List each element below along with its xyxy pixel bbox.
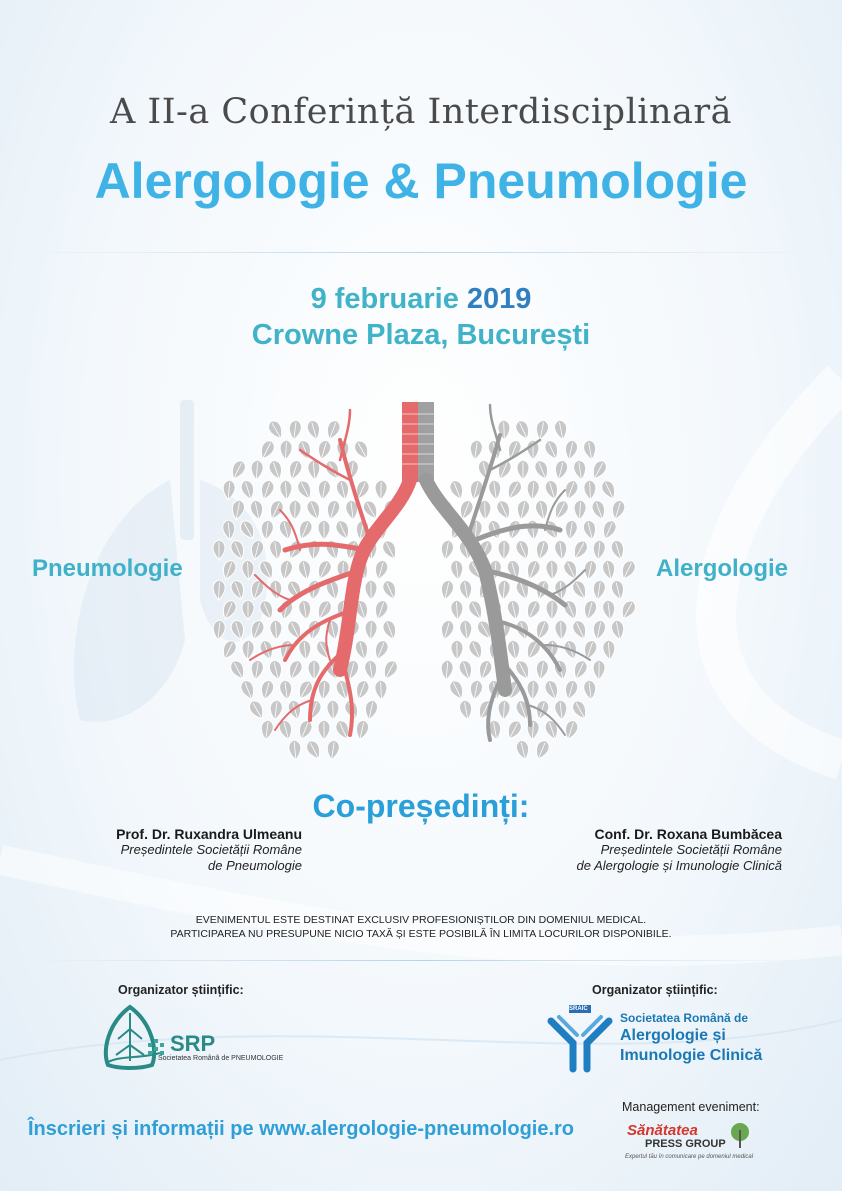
leaf bbox=[451, 640, 463, 660]
leaf bbox=[570, 698, 590, 721]
leaf bbox=[458, 579, 473, 601]
leaf bbox=[250, 460, 263, 481]
mgmt-logo-line-2: PRESS GROUP bbox=[645, 1138, 726, 1150]
leaf bbox=[298, 639, 312, 660]
leaf bbox=[375, 480, 387, 500]
mgmt-logo-tagline: Expertul tău în comunicare pe domeniul medical bbox=[625, 1154, 754, 1160]
leaf bbox=[562, 679, 579, 702]
copresident-right bbox=[490, 826, 782, 874]
leaf bbox=[219, 638, 239, 661]
leaf bbox=[563, 439, 579, 461]
leaf bbox=[466, 598, 486, 621]
leaf bbox=[562, 719, 580, 742]
mgmt-logo-line-1: Sănătatea bbox=[627, 1122, 698, 1139]
leaf bbox=[305, 499, 323, 522]
leaf bbox=[534, 419, 550, 441]
leaf bbox=[582, 519, 599, 541]
copresident-left-role-1: Președintele Societății Române bbox=[120, 842, 302, 857]
leaf bbox=[279, 480, 292, 501]
event-venue: Crowne Plaza, București bbox=[251, 319, 591, 351]
leaf bbox=[513, 418, 532, 441]
leaf bbox=[372, 638, 391, 661]
leaf bbox=[506, 599, 522, 621]
leaf bbox=[459, 619, 473, 640]
leaf bbox=[238, 518, 258, 541]
leaf bbox=[592, 539, 606, 560]
conference-subtitle: A II-a Conferință Interdisciplinară bbox=[110, 92, 732, 132]
event-date-year: 2019 bbox=[466, 283, 532, 315]
leaf bbox=[488, 479, 503, 500]
leaf bbox=[228, 658, 248, 681]
leaf bbox=[469, 439, 484, 460]
leaf bbox=[247, 698, 267, 721]
leaf bbox=[602, 599, 617, 620]
leaf bbox=[524, 559, 542, 582]
leaf bbox=[229, 538, 248, 561]
leaf bbox=[229, 619, 246, 642]
leaf bbox=[523, 598, 542, 621]
leaf bbox=[553, 459, 570, 481]
event-date-day: 9 februarie bbox=[310, 283, 459, 315]
leaf bbox=[258, 479, 276, 502]
leaf bbox=[380, 538, 400, 561]
leaf bbox=[551, 498, 571, 521]
leaf bbox=[610, 579, 627, 601]
leaf bbox=[327, 700, 340, 720]
leaf bbox=[222, 519, 236, 540]
leaf bbox=[286, 658, 305, 681]
leaf bbox=[372, 599, 390, 622]
leaf bbox=[583, 480, 596, 501]
leaf bbox=[570, 618, 589, 641]
leaf bbox=[543, 719, 561, 742]
leaf bbox=[269, 699, 283, 720]
leaf bbox=[333, 518, 352, 541]
leaf bbox=[314, 638, 334, 661]
label-alergologie: Alergologie bbox=[656, 555, 789, 582]
srp-logo-subtext: Societatea Română de PNEUMOLOGIE bbox=[158, 1055, 284, 1062]
leaf bbox=[230, 499, 246, 521]
leaf bbox=[315, 439, 332, 462]
leaf bbox=[297, 599, 312, 621]
notice-line-2: PARTICIPAREA NU PRESUPUNE NICIO TAXĂ ȘI ESTE POSIBILĂ ÎN LIMITA LOCURILOR DISPONIBILE. bbox=[170, 928, 672, 940]
copresident-left bbox=[40, 826, 302, 874]
leaf bbox=[583, 679, 597, 700]
leaf bbox=[260, 719, 275, 740]
leaf bbox=[212, 619, 226, 640]
copresident-right-role-2: de Alergologie și Imunologie Clinică bbox=[576, 858, 782, 873]
leaf bbox=[324, 499, 341, 522]
copresident-right-name: Conf. Dr. Roxana Bumbăcea bbox=[594, 826, 782, 842]
leaf bbox=[324, 419, 342, 442]
leaf bbox=[241, 560, 254, 581]
leaf bbox=[213, 540, 225, 560]
leaf bbox=[497, 580, 510, 601]
leaf bbox=[268, 659, 285, 681]
sraic-line-3: Imunologie Clinică bbox=[620, 1047, 763, 1064]
leaf bbox=[380, 658, 400, 681]
label-pneumologie: Pneumologie bbox=[32, 555, 183, 582]
eligibility-notice bbox=[0, 913, 842, 941]
leaf bbox=[381, 619, 399, 642]
leaf bbox=[353, 679, 371, 702]
copresident-right-role-1: Președintele Societății Române bbox=[600, 842, 782, 857]
leaf bbox=[581, 639, 599, 662]
leaf bbox=[599, 478, 619, 501]
leaf bbox=[554, 699, 568, 720]
leaf bbox=[229, 579, 247, 602]
leaf bbox=[439, 539, 454, 561]
leaf bbox=[555, 620, 568, 640]
leaf bbox=[248, 619, 266, 642]
leaf bbox=[354, 719, 370, 741]
leaf bbox=[212, 580, 225, 601]
leaf bbox=[600, 518, 619, 541]
leaf bbox=[618, 598, 638, 621]
leaf bbox=[259, 679, 276, 701]
leaf bbox=[494, 498, 513, 521]
leaf bbox=[450, 559, 464, 580]
divider bbox=[20, 252, 822, 253]
leaf bbox=[257, 438, 277, 461]
leaf bbox=[573, 500, 586, 521]
leaf bbox=[590, 499, 608, 522]
leaf bbox=[440, 660, 454, 681]
leaf bbox=[257, 558, 277, 581]
leaf bbox=[618, 558, 638, 581]
leaf bbox=[249, 539, 266, 561]
divider bbox=[20, 960, 822, 961]
leaf bbox=[316, 479, 331, 501]
leaf bbox=[457, 659, 475, 682]
leaf bbox=[305, 419, 322, 442]
leaf bbox=[553, 419, 569, 441]
leaf bbox=[601, 559, 617, 581]
leaf bbox=[466, 638, 485, 661]
leaf bbox=[448, 478, 467, 501]
leaf bbox=[372, 559, 389, 582]
leaf bbox=[363, 699, 379, 721]
leaf bbox=[505, 438, 524, 461]
leaf bbox=[258, 598, 277, 621]
leaf bbox=[582, 599, 599, 621]
leaf bbox=[504, 478, 524, 501]
leaf bbox=[267, 459, 285, 482]
leaf bbox=[269, 620, 282, 641]
leaf bbox=[589, 458, 609, 481]
leaf bbox=[297, 559, 313, 581]
organizer-left-label: Organizator științific: bbox=[118, 983, 244, 997]
copresidents-heading: Co-președinți: bbox=[312, 788, 530, 824]
registration-info: Înscrieri și informații pe www.alergologie-pneumologie.ro bbox=[28, 1118, 575, 1140]
leaf bbox=[543, 679, 561, 702]
antibody-icon bbox=[545, 1003, 615, 1073]
leaf bbox=[286, 699, 303, 722]
leaf bbox=[458, 699, 474, 721]
leaf bbox=[335, 479, 351, 501]
leaf bbox=[318, 720, 330, 740]
leaf bbox=[266, 498, 285, 521]
leaf bbox=[439, 579, 455, 601]
leaf bbox=[304, 738, 324, 760]
leaf bbox=[506, 639, 521, 661]
leaf bbox=[222, 480, 236, 501]
leaf bbox=[534, 499, 550, 521]
leaf bbox=[514, 538, 533, 561]
leaf bbox=[279, 440, 292, 461]
leaf bbox=[447, 678, 467, 701]
leaf bbox=[515, 739, 532, 760]
notice-line-1: EVENIMENTUL ESTE DESTINAT EXCLUSIV PROFESIONIȘTILOR DIN DOMENIUL MEDICAL. bbox=[195, 914, 647, 926]
leaf bbox=[572, 459, 587, 481]
srp-logo-text: SRP bbox=[170, 1031, 216, 1056]
leaf bbox=[295, 478, 315, 501]
leaf bbox=[278, 559, 294, 581]
leaf bbox=[352, 438, 372, 461]
leaf bbox=[497, 700, 510, 721]
leaf bbox=[228, 458, 248, 481]
event-date bbox=[0, 283, 842, 316]
leaf bbox=[242, 600, 254, 620]
leaf bbox=[374, 680, 387, 701]
leaf bbox=[591, 619, 607, 641]
leaf bbox=[542, 438, 561, 461]
leaf bbox=[593, 660, 605, 680]
leaf bbox=[365, 620, 378, 640]
caduceus-icon bbox=[725, 1120, 755, 1150]
leaf bbox=[570, 538, 590, 561]
sraic-badge: SRAIC bbox=[569, 1006, 588, 1012]
leaf bbox=[515, 499, 531, 521]
leaf bbox=[288, 740, 302, 760]
leaf bbox=[363, 659, 378, 681]
leaf bbox=[610, 619, 626, 641]
leaf bbox=[289, 500, 302, 520]
leaf bbox=[527, 680, 540, 700]
leaf bbox=[602, 640, 616, 661]
leaf bbox=[563, 519, 578, 541]
leaf bbox=[260, 519, 275, 540]
leaf bbox=[438, 619, 455, 642]
leaf bbox=[266, 418, 286, 441]
sanatatea-press-logo bbox=[625, 1118, 775, 1173]
leaf bbox=[220, 559, 238, 582]
leaf bbox=[517, 460, 529, 480]
leaf bbox=[325, 739, 340, 760]
leaf bbox=[534, 659, 549, 681]
lungs-illustration bbox=[200, 370, 640, 760]
copresident-left-role-2: de Pneumologie bbox=[208, 858, 302, 873]
leaf bbox=[533, 738, 552, 760]
leaf bbox=[498, 540, 510, 560]
sraic-line-1: Societatea Română de bbox=[620, 1011, 749, 1025]
leaf bbox=[296, 518, 315, 541]
leaf bbox=[582, 439, 597, 461]
leaf bbox=[354, 639, 371, 661]
leaf bbox=[546, 560, 559, 580]
leaf bbox=[239, 479, 257, 502]
leaf bbox=[546, 600, 558, 620]
leaf bbox=[239, 678, 258, 701]
leaf bbox=[526, 520, 540, 541]
leaf bbox=[365, 580, 377, 600]
leaf bbox=[296, 718, 315, 741]
srp-logo bbox=[100, 1003, 300, 1073]
leaf bbox=[279, 679, 294, 700]
leaf bbox=[534, 539, 551, 561]
leaf bbox=[318, 520, 330, 540]
leaf bbox=[380, 578, 399, 601]
leaf bbox=[504, 718, 524, 741]
leaf bbox=[249, 659, 264, 681]
leaf bbox=[268, 539, 283, 561]
leaf bbox=[288, 419, 302, 440]
leaf bbox=[220, 598, 239, 621]
sraic-line-2: Alergologie și bbox=[620, 1027, 726, 1044]
leaf bbox=[609, 539, 626, 562]
sraic-logo bbox=[545, 1003, 805, 1073]
leaf bbox=[526, 479, 540, 500]
trachea bbox=[402, 402, 434, 482]
leaf bbox=[278, 519, 295, 541]
copresident-left-name: Prof. Dr. Ruxandra Ulmeanu bbox=[116, 826, 302, 842]
leaf bbox=[570, 658, 589, 681]
leaf bbox=[533, 458, 552, 481]
leaf bbox=[249, 499, 265, 521]
organizer-right-label: Organizator științific: bbox=[592, 983, 718, 997]
leaf bbox=[591, 579, 606, 601]
leaf bbox=[468, 679, 484, 701]
leaf bbox=[609, 499, 626, 522]
leaf bbox=[286, 459, 304, 482]
management-label: Management eveniment: bbox=[622, 1100, 760, 1114]
leaf bbox=[450, 600, 463, 621]
leaf bbox=[476, 659, 494, 682]
conference-title: Alergologie & Pneumologie bbox=[94, 153, 748, 209]
leaf bbox=[554, 539, 569, 560]
